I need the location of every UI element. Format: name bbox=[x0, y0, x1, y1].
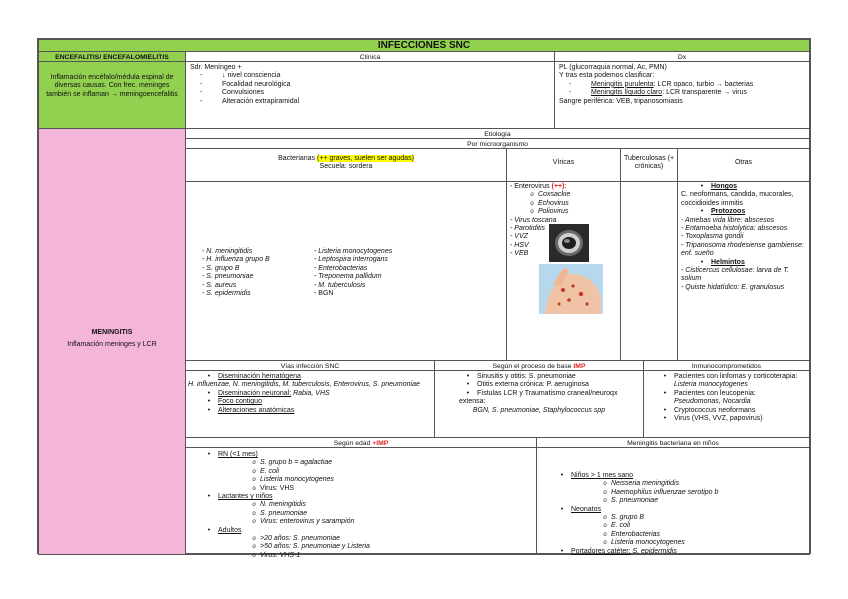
otras-content bbox=[677, 181, 810, 361]
tuberculosas-content bbox=[620, 181, 678, 361]
bacterianas-list-2 bbox=[314, 248, 392, 298]
edad-content bbox=[185, 447, 537, 559]
list-item: - Virus toscana bbox=[510, 216, 557, 224]
list-item: o Enterobacterias bbox=[599, 531, 807, 539]
edad-header-label: Según edad bbox=[333, 440, 371, 447]
list-item: - S. pneumoniae bbox=[202, 273, 254, 281]
vias-header-text: Vías infección SNC bbox=[280, 363, 340, 370]
inmuno-item-subtext: Pseudomonas, Nocardia bbox=[674, 398, 751, 406]
inmuno-item bbox=[646, 390, 807, 398]
viricas-header-text: Víricas bbox=[552, 159, 575, 166]
list-item: o E. coli bbox=[248, 468, 534, 476]
microorganismo-header-text: Por microorganismo bbox=[467, 141, 528, 148]
dx-item-text: : LCR opaco, turbio → bacterias bbox=[653, 80, 754, 88]
list-item: o Listeria monocytogenes bbox=[248, 476, 534, 484]
meningitis-label bbox=[38, 128, 186, 555]
ninos-cateter-text: S. epidermidis bbox=[632, 547, 677, 555]
proceso-item bbox=[437, 390, 641, 407]
list-item: o Poliovirus bbox=[526, 208, 617, 216]
bacterianas-sub: Secuela: sordera bbox=[319, 163, 373, 171]
inmuno-item-text: Pacientes con linfomas y corticoterapia: bbox=[674, 373, 798, 380]
list-item: - BGN bbox=[314, 290, 334, 298]
list-item: o >20 años: S. pneumoniae bbox=[248, 535, 534, 543]
ninos-group-neonatos bbox=[539, 506, 807, 514]
list-item: - VEB bbox=[510, 250, 529, 258]
vias-item-label: Diseminación hematógena bbox=[218, 373, 301, 380]
vias-item-4 bbox=[188, 407, 432, 415]
list-item: - S. aureus bbox=[202, 281, 237, 289]
list-item: o S. grupo B bbox=[599, 514, 807, 522]
proceso-item bbox=[437, 381, 641, 389]
ninos-group-cateter bbox=[539, 548, 807, 556]
helmintos-label: Helmintos bbox=[711, 258, 745, 266]
vias-item-label: Foco contiguo bbox=[218, 398, 262, 406]
edad-group-lactantes bbox=[188, 493, 534, 501]
list-item: o Listeria monocytogenes bbox=[599, 539, 807, 547]
virus: HSV bbox=[514, 241, 529, 249]
otras-header bbox=[677, 148, 810, 182]
organism: S. pneumoniae bbox=[206, 273, 254, 281]
proceso-item bbox=[437, 373, 641, 381]
enterovirus-line: - Enterovirus (++): bbox=[510, 183, 567, 190]
otras-header-text: Otras bbox=[734, 159, 753, 166]
list-item: - Toxoplasma gondii bbox=[681, 233, 744, 241]
list-item: - VVZ bbox=[510, 233, 528, 241]
vias-item-3 bbox=[188, 398, 432, 406]
organism: S. grupo B bbox=[206, 264, 240, 272]
list-item: - Cisticercus cellulosae: larva de T. solium bbox=[681, 267, 789, 283]
organism: Enterobacterias bbox=[318, 264, 368, 272]
list-item bbox=[569, 89, 805, 97]
bacterianas-title bbox=[186, 155, 506, 163]
ninos-header-text: Meningitis bacteriana en niños bbox=[627, 440, 719, 447]
vias-item-2 bbox=[188, 390, 432, 398]
protozoo: Toxoplasma gondii bbox=[685, 233, 744, 241]
inmuno-content bbox=[643, 370, 810, 438]
edad-group-label: Lactantes y niños bbox=[218, 493, 273, 501]
proceso-item-text: Otitis externa crónica: P. aeruginosa bbox=[477, 381, 589, 389]
clinica-title: Sdr. Meníngeo + bbox=[190, 64, 242, 71]
list-item: - S. epidermidis bbox=[202, 290, 251, 298]
protozoo: Tripanosoma rhodesiense gambiense: enf. sueño bbox=[681, 241, 804, 258]
list-item: o Virus: enterovirus y sarampión bbox=[248, 518, 534, 526]
inmuno-item bbox=[646, 407, 807, 415]
list-item: - Listeria monocytogenes bbox=[314, 248, 393, 255]
dx-content bbox=[554, 61, 810, 129]
inmuno-item-text: Cryptococcus neoformans bbox=[674, 406, 756, 414]
list-item: - Parotiditis bbox=[510, 225, 546, 233]
proceso-mark: IMP bbox=[573, 363, 586, 370]
list-item: o Virus: VHS bbox=[248, 485, 534, 493]
ninos-content bbox=[536, 447, 810, 555]
organism: Leptospira interrogans bbox=[318, 256, 388, 264]
list-item: - H. influenza grupo B bbox=[202, 256, 270, 264]
protozoos-title bbox=[681, 208, 806, 216]
vias-item-1 bbox=[188, 373, 432, 381]
inmuno-item bbox=[646, 373, 807, 381]
virus-micrograph-image bbox=[549, 224, 589, 262]
dx-line: Sangre periférica: VEB, tripanosomiasis bbox=[559, 97, 683, 105]
ninos-group-sano bbox=[539, 472, 807, 480]
organism: H. influenza grupo B bbox=[206, 256, 270, 264]
list-item: - Entamoeba histolytica: abscesos bbox=[681, 225, 788, 233]
protozoo: Amebas vida libre: abscesos bbox=[685, 216, 775, 224]
list-item: o S. pneumoniae bbox=[248, 510, 534, 518]
organism: Treponema pallidum bbox=[318, 273, 382, 281]
etiologia-header-text: Etiología bbox=[484, 131, 511, 138]
tuberculosas-header bbox=[620, 148, 678, 182]
encefalitis-description-text: Inflamación encéfalo/médula espinal de diversas causas. Con frec. meninges también se inflaman → meningoencefalitis bbox=[46, 74, 178, 98]
vias-item-text: Rabia, VHS bbox=[293, 389, 330, 397]
list-item: o E. coli bbox=[599, 522, 807, 530]
list-item: - Convulsiones bbox=[200, 89, 550, 97]
organism: S. epidermidis bbox=[206, 290, 251, 298]
hand-rash-image bbox=[539, 264, 603, 314]
virus: Virus toscana bbox=[514, 216, 557, 224]
proceso-item-text: Fístulas LCR y Traumatismo craneal/neuroqx extensa: bbox=[459, 389, 618, 406]
meningitis-description: Inflamación meninges y LCR bbox=[67, 341, 157, 349]
dx-item-label: Meningitis purulenta bbox=[591, 80, 654, 88]
enterovirus-label: Enterovirus bbox=[514, 183, 550, 190]
inmuno-header-text: Inmunocomprometidos bbox=[691, 363, 762, 370]
protozoo: Entamoeba histolytica: abscesos bbox=[685, 225, 788, 233]
title-text: INFECCIONES SNC bbox=[377, 40, 471, 51]
list-item: - Quiste hidatídico: E. granulosus bbox=[681, 283, 785, 291]
ninos-group-label: Portadores catéter: bbox=[571, 547, 631, 555]
list-item: - Focalidad neurológica bbox=[200, 81, 550, 89]
list-item: o Neisseria meningitidis bbox=[599, 480, 807, 488]
inmuno-item-text: Pacientes con leucopenia: bbox=[674, 389, 756, 397]
ninos-group-label: Neonatos bbox=[571, 505, 601, 513]
edad-rn-list bbox=[188, 459, 534, 493]
proceso-content bbox=[434, 370, 644, 438]
vias-item-text: H. influenzae, N. meningitidis, M. tuberculosis, Enterovirus, S. pneumoniae bbox=[188, 381, 420, 389]
meningitis-heading: MENINGITIS bbox=[91, 329, 133, 336]
bacterianas-list-1 bbox=[202, 248, 270, 298]
bacterianas-header bbox=[185, 148, 507, 182]
ninos-neonatos-list bbox=[539, 514, 807, 548]
dx-list bbox=[559, 81, 805, 98]
dx-line: Y tras esta podemos clasificar: bbox=[559, 72, 655, 80]
helminto: Cisticercus cellulosae: larva de T. solium bbox=[681, 267, 789, 283]
proceso-header-label: Según el proceso de base bbox=[492, 363, 572, 370]
list-item: - ↓ nivel consciencia bbox=[200, 72, 550, 80]
helmintos-title bbox=[681, 259, 806, 267]
enterovirus-mark: (++) bbox=[551, 183, 565, 190]
dx-item-label: Meningitis líquido claro bbox=[591, 89, 663, 97]
clinica-list bbox=[190, 72, 550, 106]
organism: BGN bbox=[318, 290, 334, 298]
list-item: o Coxsackie bbox=[526, 191, 617, 199]
inmuno-item bbox=[646, 415, 807, 423]
list-item: - Alteración extrapiramidal bbox=[200, 98, 550, 106]
vias-content bbox=[185, 370, 435, 438]
list-item: o Virus: VHS-1 bbox=[248, 552, 534, 560]
inmuno-item-text: Virus (VHS, VVZ, papovirus) bbox=[674, 415, 763, 423]
hongos-label: Hongos bbox=[711, 183, 738, 190]
list-item: o S. pneumoniae bbox=[599, 497, 807, 505]
organism: Listeria monocytogenes bbox=[318, 248, 393, 255]
bacterianas-content bbox=[185, 181, 507, 361]
list-item: - Treponema pallidum bbox=[314, 273, 382, 281]
edad-group-label: Adultos bbox=[218, 526, 242, 534]
proceso-item-text: Sinusitis y otitis: S. pneumoniae bbox=[477, 373, 576, 380]
encefalitis-heading-text: ENCEFALITIS/ ENCEFALOMIELITIS bbox=[55, 54, 169, 61]
dx-line: PL (glucorraquia normal, Ac, PMN) bbox=[559, 64, 667, 71]
document-sheet bbox=[37, 38, 811, 559]
hongos-text: C. neoformans, candida, mucorales, coccidioides immitis bbox=[681, 191, 794, 207]
dx-header-text: Dx bbox=[677, 54, 687, 61]
hongos-title bbox=[681, 183, 806, 191]
ninos-sano-list bbox=[539, 480, 807, 505]
edad-group-rn bbox=[188, 451, 534, 459]
list-item: o Echovirus bbox=[526, 200, 617, 208]
viricas-header bbox=[506, 148, 621, 182]
list-item: - M. tuberculosis bbox=[314, 281, 366, 289]
edad-adult-list bbox=[188, 535, 534, 560]
clinica-header-text: Clínica bbox=[359, 54, 381, 61]
edad-lact-list bbox=[188, 501, 534, 526]
list-item: - N. meningitidis bbox=[202, 248, 253, 255]
list-item: - S. grupo B bbox=[202, 264, 240, 272]
list-item: o Haemophilus influenzae serotipo b bbox=[599, 489, 807, 497]
proceso-item-subtext: BGN, S. pneumoniae, Staphylococcus spp bbox=[472, 406, 606, 414]
organism: M. tuberculosis bbox=[318, 281, 366, 289]
encefalitis-description bbox=[38, 61, 186, 129]
list-item: - Enterobacterias bbox=[314, 264, 368, 272]
tuberculosas-header-text: Tuberculosas (+ crónicas) bbox=[623, 155, 675, 171]
list-item bbox=[569, 81, 805, 89]
edad-group-adultos bbox=[188, 527, 534, 535]
bacterianas-title-text: Bacterianas bbox=[278, 155, 316, 162]
virus: Parotiditis bbox=[514, 225, 546, 233]
list-item: o >50 años: S. pneumoniae y Listeria bbox=[248, 543, 534, 551]
protozoos-label: Protozoos bbox=[711, 208, 746, 216]
clinica-content bbox=[185, 61, 555, 129]
dx-item-text: : LCR transparente → virus bbox=[662, 89, 748, 97]
organism: S. aureus bbox=[206, 281, 237, 289]
list-item: - Leptospira interrogans bbox=[314, 256, 388, 264]
virus: VVZ bbox=[514, 233, 528, 241]
edad-group-label: RN (<1 mes) bbox=[218, 451, 258, 458]
list-item: - Amebas vida libre: abscesos bbox=[681, 216, 775, 224]
enterovirus-list bbox=[510, 191, 617, 216]
helminto: Quiste hidatídico: E. granulosus bbox=[685, 283, 785, 291]
viricas-content bbox=[506, 181, 621, 361]
edad-mark: +IMP bbox=[372, 440, 389, 447]
ninos-group-label: Niños > 1 mes sano bbox=[571, 472, 634, 479]
list-item: - Tripanosoma rhodesiense gambiense: enf. sueño bbox=[681, 241, 804, 258]
vias-item-label: Alteraciones anatómicas bbox=[218, 406, 295, 414]
list-item: - HSV bbox=[510, 241, 529, 249]
list-item: o S. grupo b = agalactiae bbox=[248, 459, 534, 467]
list-item: o N. meningitidis bbox=[248, 501, 534, 509]
virus: VEB bbox=[514, 250, 529, 258]
organism: N. meningitidis bbox=[206, 248, 253, 255]
inmuno-item-subtext: Listeria monocytogenes bbox=[674, 381, 748, 389]
vias-item-label: Diseminación neuronal: bbox=[218, 389, 292, 397]
bacterianas-highlight: (++ graves, suelen ser agudas) bbox=[317, 155, 414, 162]
